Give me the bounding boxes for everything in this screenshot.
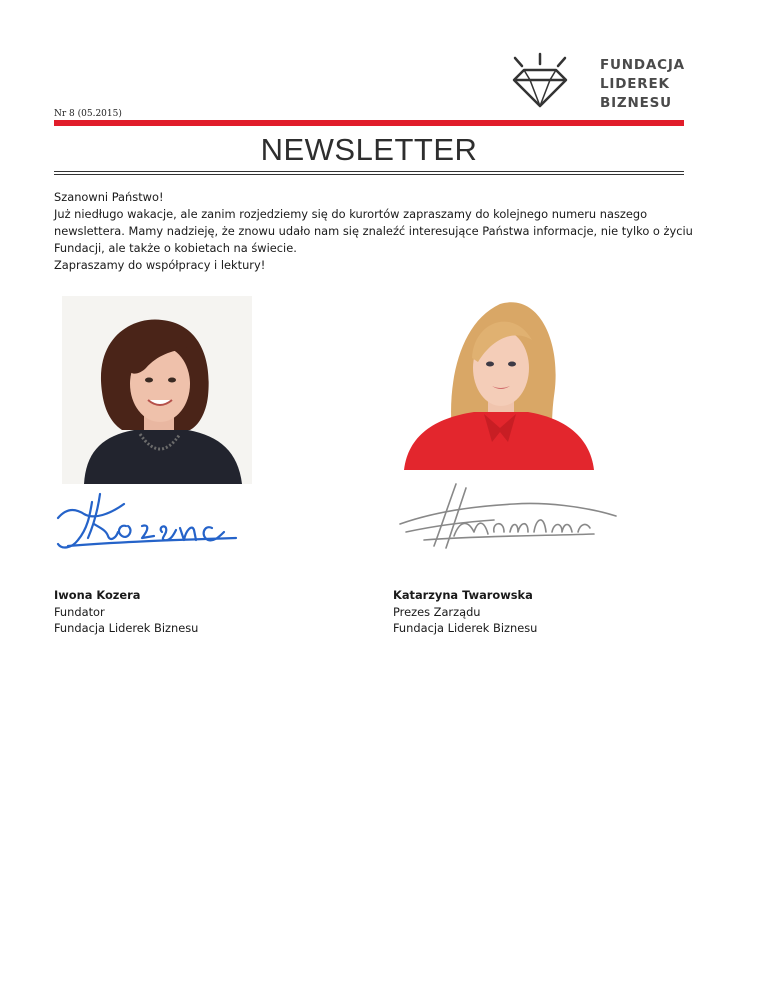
intro-paragraph: Już niedługo wakacje, ale zanim rozjedziemy się do kurortów zapraszamy do kolejnego numeru naszego newslettera. Mamy nadzieję, że znowu udało nam się znaleźć interesujące Państwa informacje, nie tylko o życiu Fundacji, ale także o kobietach na świecie.: [54, 207, 693, 255]
person-organization: Fundacja Liderek Biznesu: [393, 621, 538, 635]
logo-line-2: LIDEREK: [600, 76, 670, 92]
person-role: Prezes Zarządu: [393, 604, 481, 619]
greeting: Szanowni Państwo!: [54, 190, 164, 204]
title-divider-bottom: [54, 174, 684, 175]
person-name: Katarzyna Twarowska: [393, 588, 533, 602]
portrait-katarzyna-twarowska: [404, 296, 594, 470]
title-divider-top: [54, 171, 684, 172]
logo-wordmark: [600, 56, 685, 113]
person-name: Iwona Kozera: [54, 588, 141, 602]
person-organization: Fundacja Liderek Biznesu: [54, 621, 199, 635]
intro-text: [54, 189, 694, 274]
diamond-icon: [500, 52, 580, 114]
foundation-logo: [500, 52, 690, 114]
newsletter-title: NEWSLETTER: [260, 132, 478, 167]
issue-number: Nr 8 (05.2015): [54, 109, 122, 119]
person-role: Fundator: [54, 604, 105, 619]
header-red-bar: [54, 120, 684, 126]
logo-line-1: FUNDACJA: [600, 57, 685, 73]
signature-katarzyna-twarowska: [394, 476, 620, 554]
person-card-iwona-kozera: [54, 587, 198, 637]
closing-line: Zapraszamy do współpracy i lektury!: [54, 258, 266, 272]
signature-iwona-kozera: [54, 484, 244, 556]
portrait-iwona-kozera: [62, 296, 252, 484]
logo-line-3: BIZNESU: [600, 95, 672, 111]
person-card-katarzyna-twarowska: [393, 587, 537, 637]
